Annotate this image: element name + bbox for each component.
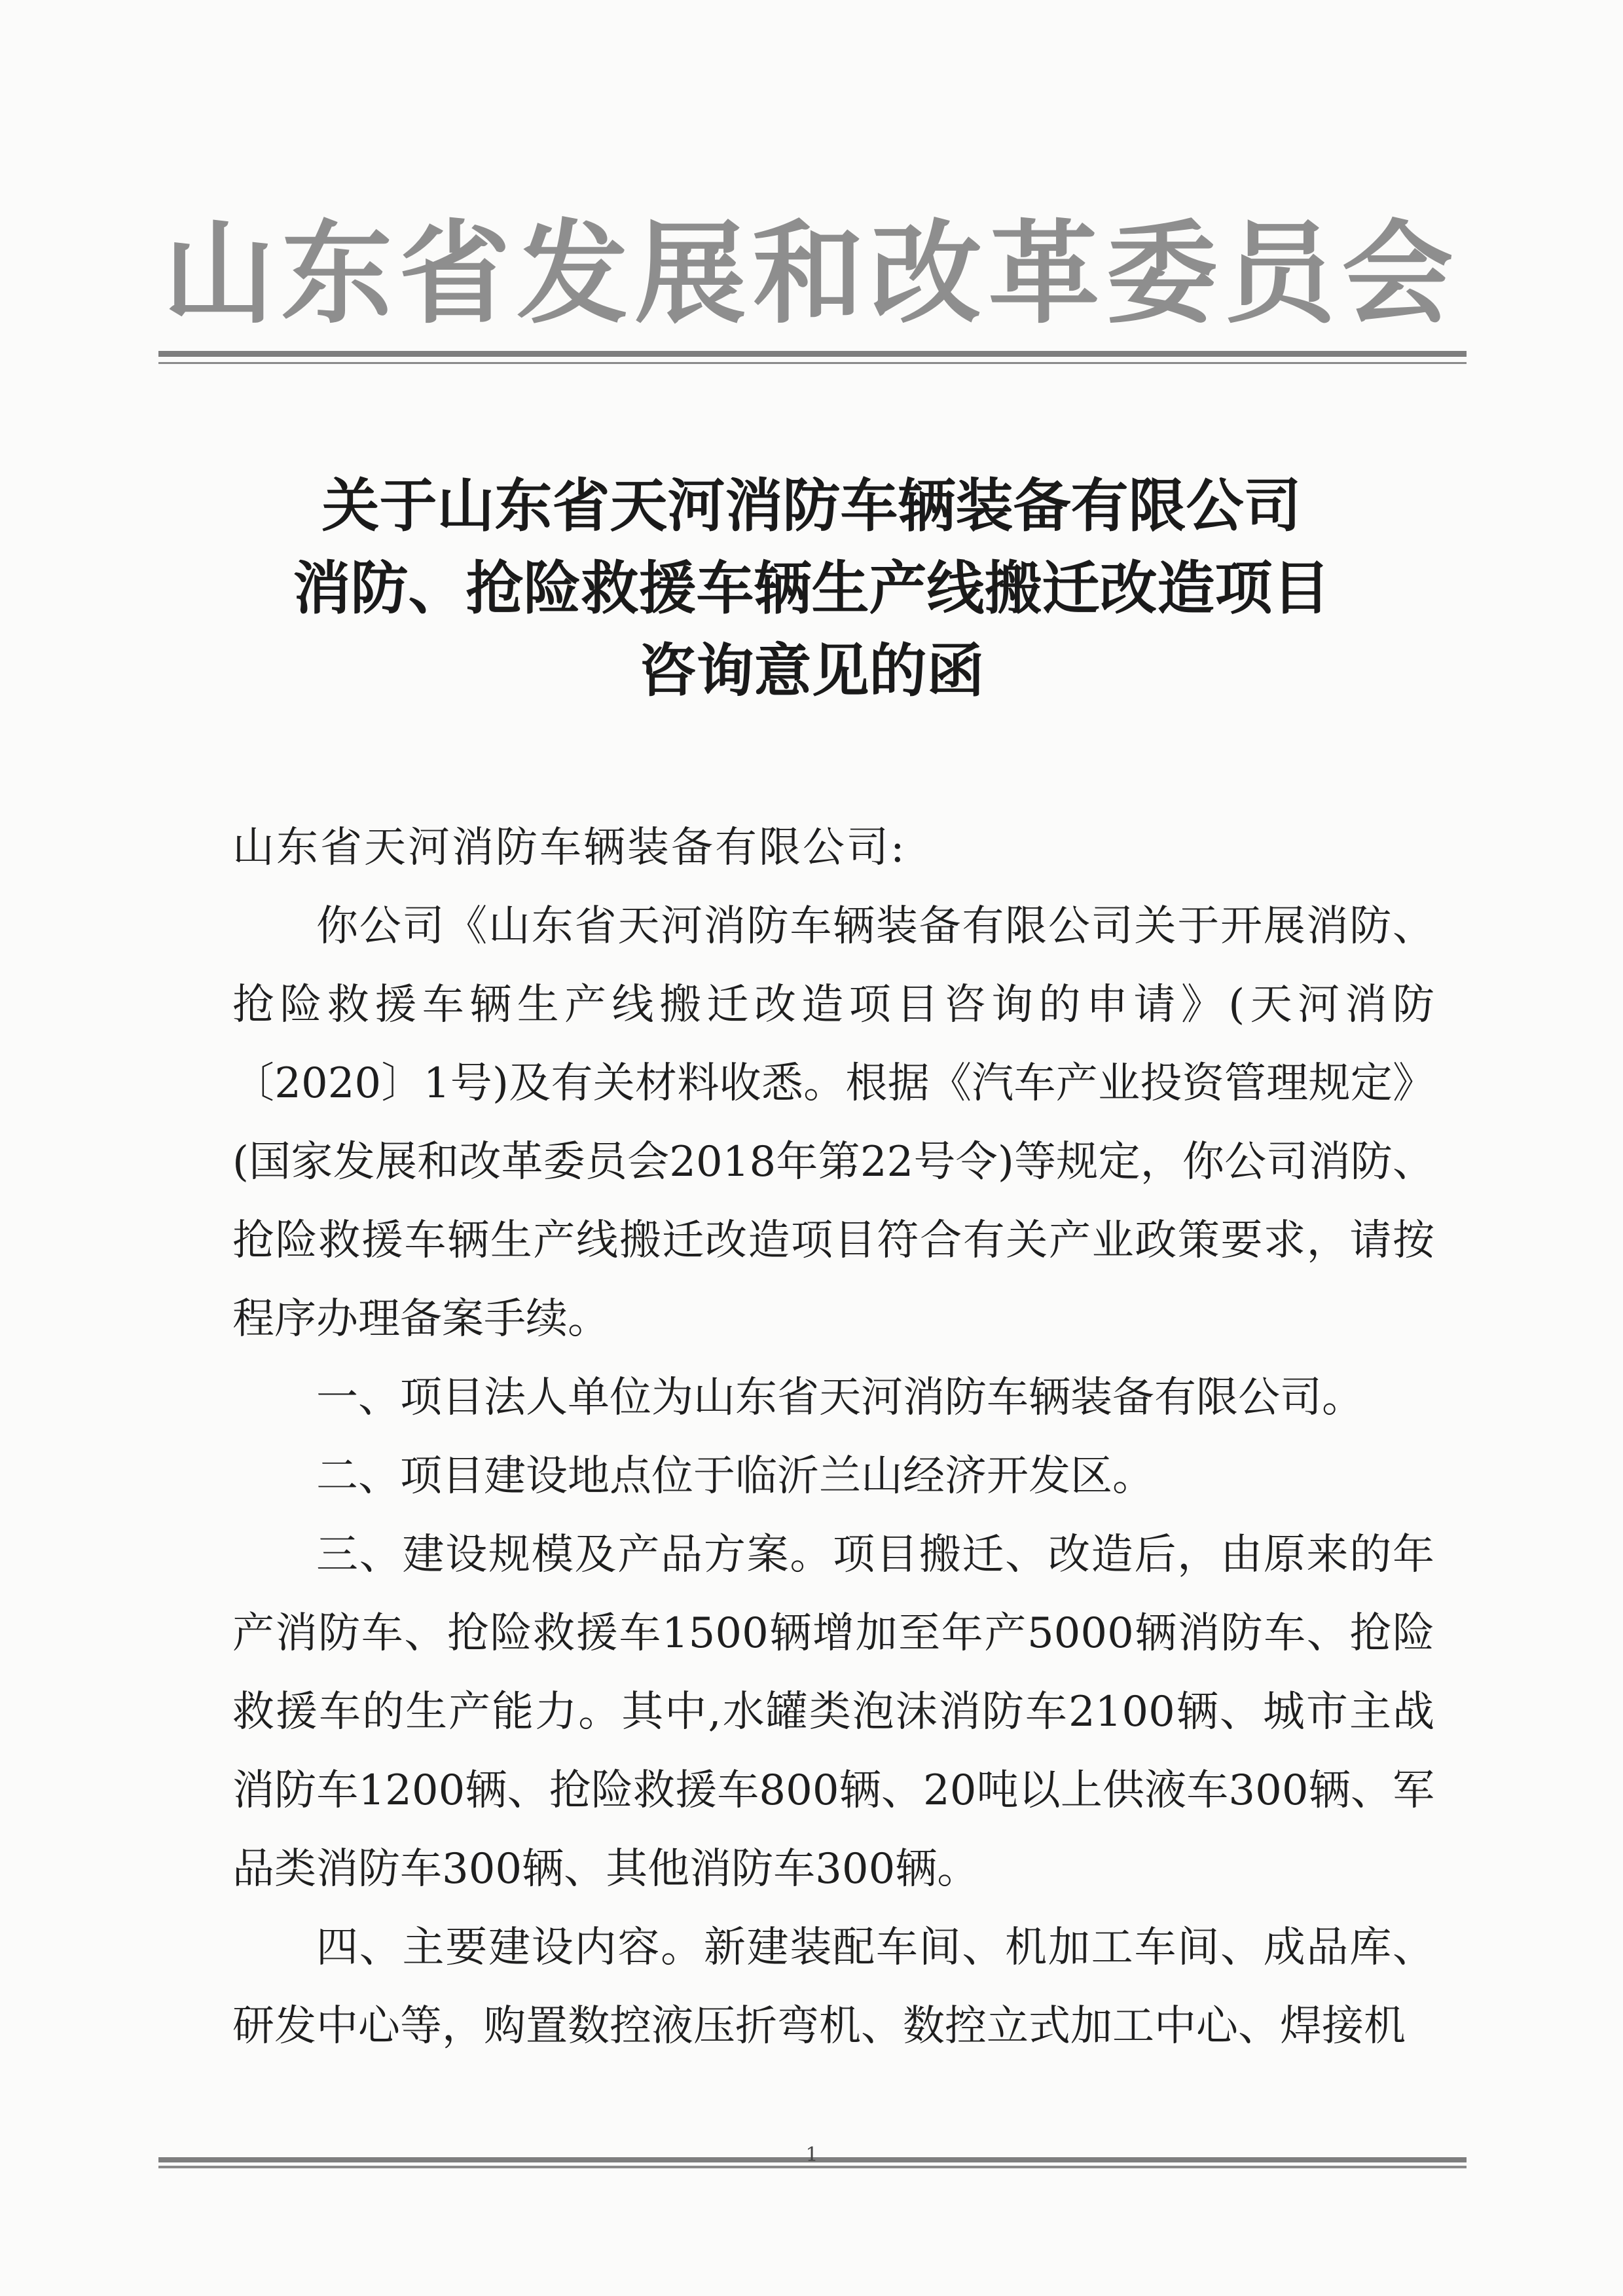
addressee: 山东省天河消防车辆装备有限公司:	[232, 824, 907, 872]
header-rule-thin	[158, 362, 1467, 364]
title-line-3: 咨询意见的函	[638, 637, 985, 704]
paragraph-item-1: 一、项目法人单位为山东省天河消防车辆装备有限公司。	[316, 1374, 1364, 1422]
title-line-1: 关于山东省天河消防车辆装备有限公司	[321, 472, 1302, 539]
paragraph-item-4: 四、主要建设内容。新建装配车间、机加工车间、成品库、研发中心等，购置数控液压折弯机、数控立式加工中心、焊接机	[232, 1923, 1434, 2050]
paragraph-request: 你公司《山东省天河消防车辆装备有限公司关于开展消防、抢险救援车辆生产线搬迁改造项目咨询的申请》(天河消防〔2020〕1号)及有关材料收悉。根据《汽车产业投资管理规定》(国家发展和改革委员会2018年第22号令)等规定，你公司消防、抢险救援车辆生产线搬迁改造项目符合有关产业政策要求，请按程序办理备案手续。	[232, 902, 1434, 1343]
paragraph-item-3: 三、建设规模及产品方案。项目搬迁、改造后，由原来的年产消防车、抢险救援车1500辆增加至年产5000辆消防车、抢险救援车的生产能力。其中,水罐类泡沫消防车2100辆、城市主战消防车1200辆、抢险救援车800辆、20吨以上供液车300辆、军品类消防车300辆、其他消防车300辆。	[232, 1531, 1434, 1893]
document-title	[0, 465, 1623, 712]
paragraph-item-2: 二、项目建设地点位于临沂兰山经济开发区。	[316, 1452, 1154, 1501]
body-text	[232, 887, 1434, 2066]
header-rule-thick	[158, 351, 1467, 357]
letterhead: 山东省发展和改革委员会	[163, 208, 1460, 339]
title-line-2: 消防、抢险救援车辆生产线搬迁改造项目	[293, 555, 1330, 622]
page-number: 1	[805, 2143, 818, 2166]
